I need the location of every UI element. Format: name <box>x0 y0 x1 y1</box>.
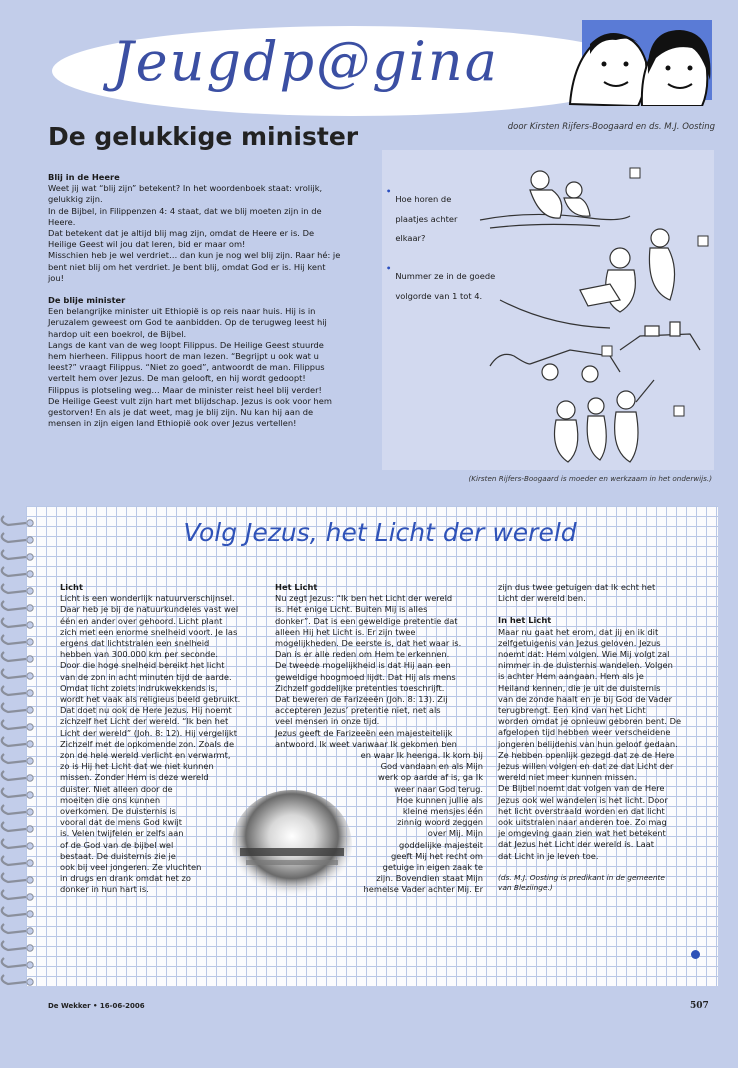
text-line: donker”. Dat is een geweldige pretentie dat <box>275 615 458 626</box>
text-line: vertelt hem over Jezus. De man gelooft, en hij wordt gedoopt! <box>48 373 306 384</box>
text-line: zinnig woord zeggen <box>397 817 483 828</box>
text-line: veel mensen in onze tijd. <box>275 716 380 727</box>
spiral-ring <box>2 873 26 882</box>
text-line: Door die hoge snelheid bereikt het licht <box>60 660 225 671</box>
publication-footer: De Wekker • 16-06-2006 <box>48 1002 145 1010</box>
text-line: Licht is een wonderlijk natuurverschijnsel. <box>60 593 235 604</box>
binding-hole <box>27 724 33 730</box>
text-line: alleen Hij het Licht is. Er zijn twee <box>275 626 416 637</box>
text-line: goddelijke majesteit <box>399 839 483 850</box>
text-line: jongeren belijdenis van hun geloof gedaan. <box>498 738 678 749</box>
page-number: 507 <box>690 1001 709 1011</box>
binding-hole <box>27 945 33 951</box>
binding-hole <box>27 877 33 883</box>
text-line: Dat doet nu ook de Here Jezus. Hij noemt <box>60 705 232 716</box>
text-line: zijn dus twee getuigen dat Ik echt het <box>498 582 656 592</box>
binding-hole <box>27 690 33 696</box>
text-line: hemelse Vader achter Mij. Er <box>363 884 483 895</box>
text-line: weer naar God terug. <box>394 783 483 794</box>
text-line: dat Jezus het Licht der wereld is. Laat <box>498 839 655 850</box>
text-line: zijn. Bovendien staat Mijn <box>376 873 483 884</box>
text-line: worden omdat je opnieuw geboren bent. De <box>498 716 682 727</box>
text-line: hem hierheen. Filippus hoort de man lezen. “Begrijpt u ook wat u <box>48 351 319 362</box>
spiral-ring <box>2 822 26 831</box>
byline: door Kirsten Rijfers-Boogaard en ds. M.J. Oosting <box>507 122 715 132</box>
text-line: overkomen. De duisternis is <box>60 806 176 817</box>
spiral-ring <box>2 958 26 967</box>
binding-hole <box>27 554 33 560</box>
spiral-ring <box>2 703 26 712</box>
binding-hole <box>27 520 33 526</box>
box-title: Volg Jezus, het Licht der wereld <box>183 518 577 547</box>
text-line: wordt het vaak als religieus beeld gebruikt. <box>60 694 241 705</box>
text-line: is. Velen twijfelen er zelfs aan <box>60 828 184 839</box>
text-line: Jezus willen volgen en dat ze dat Licht der <box>498 761 674 772</box>
text-line: antwoord. Ik weet vanwaar Ik gekomen ben <box>275 738 457 749</box>
text-line: Jezus geeft de Farizeeën een majesteitelijk <box>275 727 453 738</box>
text-line: leest?” vraagt Filippus. “Niet zo goed”, antwoordt de man. Filippus <box>48 362 325 373</box>
spiral-ring <box>2 788 26 797</box>
text-line: Heere. <box>48 216 76 227</box>
binding-hole <box>27 605 33 611</box>
text-line: Een belangrijke minister uit Ethiopië is op reis naar huis. Hij is in <box>48 306 316 317</box>
spiral-ring <box>2 737 26 746</box>
text-line: missen. Zonder Hem is deze wereld <box>60 772 209 783</box>
text-line: plaatjes achter <box>395 213 458 224</box>
spiral-ring <box>2 890 26 899</box>
binding-hole <box>27 928 33 934</box>
text-line: terugbrengt. Een kind van het Licht <box>498 705 646 716</box>
spiral-ring <box>2 567 26 576</box>
spiral-ring <box>2 601 26 610</box>
text-line: Zichzelf met de opkomende zon. Zoals de <box>60 738 235 749</box>
article-title: De gelukkige minister <box>48 122 359 151</box>
author-note <box>498 873 706 894</box>
bullet-icon: • <box>386 186 392 196</box>
text-line: afgelopen tijd hebben weer verscheidene <box>498 727 671 738</box>
spiral-ring <box>2 924 26 933</box>
text-line: Misschien heb je wel verdriet… dan kun je nog wel blij zijn. Raar hé: je <box>48 250 341 261</box>
text-line: of de God van de bijbel wel <box>60 839 174 850</box>
text-line: Daar heb je bij de natuurkundeles vast wel <box>60 604 239 615</box>
binding-hole <box>27 809 33 815</box>
text-line: hardop uit een boekrol, de Bijbel. <box>48 328 187 339</box>
text-line: vooral dat de mens God kwijt <box>60 817 183 828</box>
text-line: hebben van 300.000 km per seconde. <box>60 649 219 660</box>
sunrise-photo <box>232 790 352 900</box>
binding-hole <box>27 962 33 968</box>
column-body <box>498 582 706 604</box>
binding-hole <box>27 673 33 679</box>
text-line: Jezus ook wel wandelen is het licht. Door <box>498 794 668 805</box>
text-line: geweldige hoogmoed lijdt. Dat Hij als mens <box>275 671 456 682</box>
text-line: van Bleziinge.) <box>498 883 553 893</box>
text-line: Langs de kant van de weg loopt Filippus. De Heilige Geest stuurde <box>48 339 324 350</box>
section-body <box>48 306 378 429</box>
binding-hole <box>27 639 33 645</box>
binding-hole <box>27 537 33 543</box>
binding-hole <box>27 911 33 917</box>
text-line: accepteren Jezus’ pretentie niet, net als <box>275 705 441 716</box>
text-line: en waar Ik heenga. Ik kom bij <box>360 750 483 761</box>
text-line: Maar nu gaat het erom, dat jij en ik dit <box>498 626 659 637</box>
binding-hole <box>27 741 33 747</box>
text-line: van de zon in acht minuten tijd de aarde. <box>60 671 232 682</box>
binding-hole <box>27 707 33 713</box>
text-line: mogelijkheden. De eerste is, dat het waar is. <box>275 638 462 649</box>
column-heading: Het Licht <box>275 582 318 592</box>
text-line: één en ander over gehoord. Licht plant <box>60 615 223 626</box>
text-line: Nummer ze in de goede <box>395 271 496 282</box>
faces-illustration <box>560 14 718 106</box>
text-line: Jeruzalem geweest om God te aanbidden. Op de terugweg leest hij <box>48 317 327 328</box>
text-line: kleine mensjes één <box>402 806 483 817</box>
text-line: geeft Mij het recht om <box>390 850 483 861</box>
binding-hole <box>27 588 33 594</box>
text-line: wereld niet meer kunnen missen. <box>498 772 637 783</box>
text-line: bestaat. De duisternis zie je <box>60 850 176 861</box>
story-sketches <box>470 150 714 470</box>
binding-hole <box>27 571 33 577</box>
bullet-icon: • <box>386 262 392 273</box>
text-line: Hoe horen de <box>395 194 452 205</box>
spiral-ring <box>2 516 26 525</box>
text-line: werk op aarde af is, ga Ik <box>378 772 483 783</box>
spiral-ring <box>2 635 26 644</box>
text-line: zo is Hij het Licht dat we niet kunnen <box>60 761 214 772</box>
binding-hole <box>27 792 33 798</box>
text-line: mensen in zijn eigen land Ethiopië ook over Jezus vertellen! <box>48 418 297 429</box>
text-line: Dat betekent dat je altijd blij mag zijn, omdat de Heere er is. De <box>48 228 315 239</box>
text-line: God vandaan en als Mijn <box>380 761 483 772</box>
text-line: duister. Niet alleen door de <box>60 783 173 794</box>
spiral-ring <box>2 686 26 695</box>
spiral-ring <box>2 805 26 814</box>
text-line: bent niet blij om het verdriet. Je bent blij, omdat God er is. Hij kent <box>48 261 326 272</box>
text-line: Dat beweren de Farizeeën (Joh. 8: 13). Zij <box>275 694 448 705</box>
text-line: (ds. M.J. Oosting is predikant in de gemeente <box>498 872 665 882</box>
binding-hole <box>27 826 33 832</box>
spiral-ring <box>2 669 26 678</box>
text-line: van de zonde haalt en je bij God de Vader <box>498 693 673 704</box>
article-text <box>48 172 378 429</box>
text-line: Licht der wereld ben. <box>498 593 586 604</box>
text-line: Weet jij wat “blij zijn” betekent? In het woordenboek staat: vrolijk, <box>48 183 323 194</box>
text-line: is achter Hem aangaan. Hem als je <box>498 671 644 682</box>
binding-hole <box>27 979 33 985</box>
text-line: is. Het enige Licht. Buiten Mij is alles <box>275 604 428 615</box>
section-heading: Blij in de Heere <box>48 172 120 182</box>
spiral-binding <box>0 506 40 986</box>
text-line: gestorven! En als je dat weet, mag je blij zijn. Nu kan hij aan de <box>48 407 314 418</box>
text-line: zich met een enorme snelheid voort. Je las <box>60 626 238 637</box>
text-line: De tweede mogelijkheid is dat Hij aan een <box>275 660 451 671</box>
spiral-ring <box>2 720 26 729</box>
text-line: Zichzelf goddelijke pretenties toeschrijft. <box>275 682 445 693</box>
binding-hole <box>27 758 33 764</box>
text-line: het licht overstraald worden en dat licht <box>498 805 665 816</box>
text-line: je omgeving gaan zien wat het betekent <box>498 828 666 839</box>
text-line: Omdat licht zoiets indrukwekkends is, <box>60 682 218 693</box>
spiral-ring <box>2 907 26 916</box>
author-note: (Kirsten Rijfers-Boogaard is moeder en werkzaam in het onderwijs.) <box>468 474 712 483</box>
text-line: zelfgetuigenis van Jezus geloven. Jezus <box>498 637 661 648</box>
text-line: gelukkig zijn. <box>48 194 103 205</box>
text-line: In de Bijbel, in Filippenzen 4: 4 staat, dat we blij moeten zijn in de <box>48 205 322 216</box>
binding-hole <box>27 622 33 628</box>
spiral-ring <box>2 550 26 559</box>
spiral-ring <box>2 754 26 763</box>
section-heading: De blije minister <box>48 295 126 306</box>
spiral-ring <box>2 618 26 627</box>
column-body <box>498 627 706 862</box>
column-heading: Licht <box>60 582 83 592</box>
text-line: Heiland kennen, die je uit de duisternis <box>498 682 661 693</box>
end-mark-icon <box>691 950 700 959</box>
spiral-ring <box>2 839 26 848</box>
text-line: Dan is er alle reden om Hem te erkennen. <box>275 649 450 660</box>
text-line: Ze hebben openlijk gezegd dat ze de Here <box>498 749 675 760</box>
spiral-ring <box>2 584 26 593</box>
text-line: Heilige Geest wil jou dat leren, bid er maar om! <box>48 239 246 250</box>
box-column-3 <box>498 582 706 894</box>
spiral-ring <box>2 533 26 542</box>
text-line: getuige in eigen zaak te <box>382 862 483 873</box>
text-line: volgorde van 1 tot 4. <box>395 290 483 301</box>
spiral-ring <box>2 975 26 984</box>
binding-hole <box>27 656 33 662</box>
text-line: De Bijbel noemt dat volgen van de Here <box>498 783 665 794</box>
text-line: over Mij. Mijn <box>427 828 483 839</box>
spiral-ring <box>2 856 26 865</box>
spiral-ring <box>2 652 26 661</box>
section-body <box>48 183 378 284</box>
column-heading: In het Licht <box>498 615 552 626</box>
text-line: moeiten die ons kunnen <box>60 794 161 805</box>
text-line: zon de hele wereld verlicht en verwarmt, <box>60 750 231 761</box>
text-line: ergens dat lichtstralen een snelheid <box>60 638 210 649</box>
text-line: nimmer in de duisternis wandelen. Volgen <box>498 660 673 671</box>
masthead-title: Jeugdp@gina <box>112 30 499 93</box>
text-line: elkaar? <box>395 233 426 244</box>
text-line: De Heilige Geest vult zijn hart met blijdschap. Jezus is ook voor hem <box>48 395 332 406</box>
binding-hole <box>27 860 33 866</box>
text-line: ook uitstralen naar anderen toe. Zo mag <box>498 817 667 828</box>
text-line: Licht der wereld” (Joh. 8: 12). Hij vergelijkt <box>60 727 237 738</box>
text-line: Hoe kunnen jullie als <box>396 794 483 805</box>
spiral-ring <box>2 941 26 950</box>
text-line: donker in hun hart is. <box>60 884 149 895</box>
text-line: noemt dat: Hem volgen. Wie Mij volgt zal <box>498 649 670 660</box>
text-line: Nu zegt Jezus: “Ik ben het Licht der wereld <box>275 593 453 604</box>
text-line: dat Licht in je leven toe. <box>498 850 599 861</box>
text-line: Filippus is plotseling weg… Maar de minister reist heel blij verder! <box>48 384 322 395</box>
text-line: ook bij veel jongeren. Ze vluchten <box>60 862 202 873</box>
text-line: jou! <box>48 272 64 283</box>
spiral-ring <box>2 771 26 780</box>
text-line: in drugs en drank omdat het zo <box>60 873 191 884</box>
text-line: zichzelf het Licht der wereld. “Ik ben het <box>60 716 229 727</box>
binding-hole <box>27 775 33 781</box>
binding-hole <box>27 894 33 900</box>
binding-hole <box>27 843 33 849</box>
